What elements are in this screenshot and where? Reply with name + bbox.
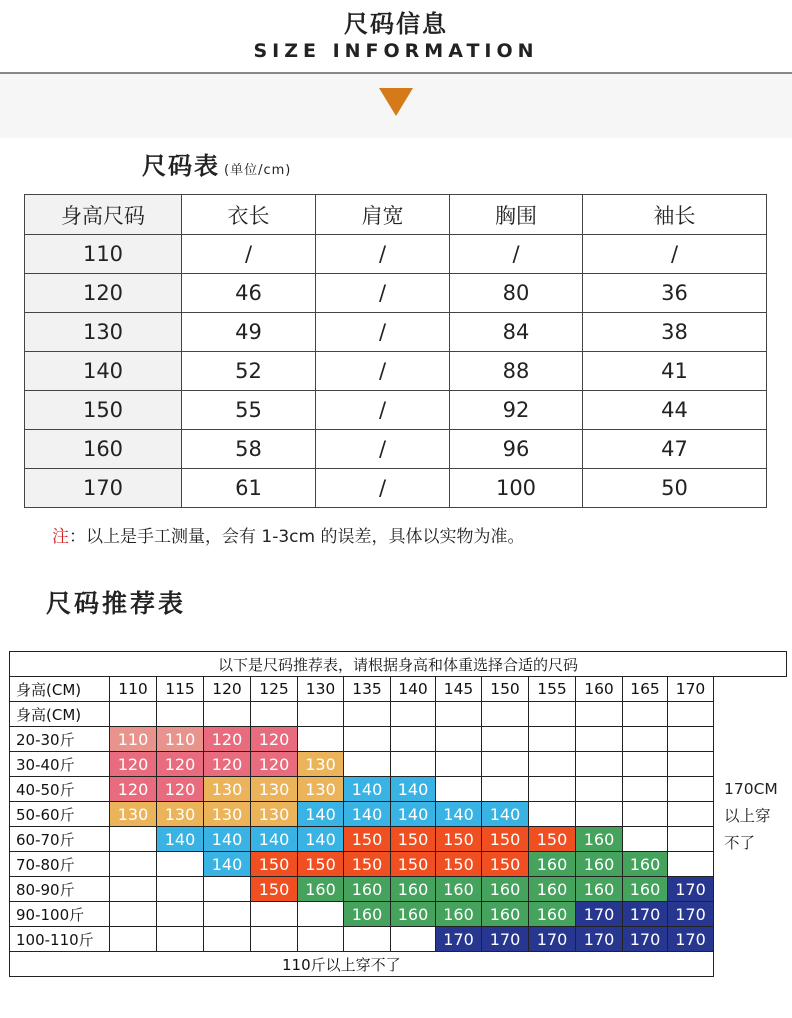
empty-cell bbox=[576, 727, 623, 752]
size-recommendation: 170 bbox=[668, 927, 714, 952]
height-value: 170 bbox=[668, 677, 714, 702]
size-recommendation: 120 bbox=[204, 727, 251, 752]
empty-cell bbox=[298, 702, 344, 727]
size-recommendation: 150 bbox=[344, 827, 391, 852]
weight-row bbox=[10, 902, 787, 927]
size-row-label: 130 bbox=[25, 313, 182, 352]
size-recommendation: 150 bbox=[436, 827, 482, 852]
size-recommendation: 130 bbox=[251, 802, 298, 827]
down-arrow-icon bbox=[379, 88, 413, 116]
empty-cell bbox=[391, 752, 436, 777]
height-value: 165 bbox=[623, 677, 668, 702]
weight-label: 20-30斤 bbox=[10, 727, 110, 752]
empty-cell bbox=[251, 902, 298, 927]
empty-cell bbox=[204, 902, 251, 927]
size-cell: 36 bbox=[583, 274, 767, 313]
size-recommendation: 160 bbox=[482, 877, 529, 902]
size-recommendation: 130 bbox=[204, 802, 251, 827]
size-cell: 47 bbox=[583, 430, 767, 469]
recommend-heading: 尺码推荐表 bbox=[46, 589, 187, 618]
weight-row bbox=[10, 827, 787, 852]
empty-cell bbox=[529, 702, 576, 727]
size-recommendation: 150 bbox=[251, 852, 298, 877]
empty-cell bbox=[251, 927, 298, 952]
size-table-row bbox=[25, 352, 767, 391]
empty-cell bbox=[204, 877, 251, 902]
size-row-label: 150 bbox=[25, 391, 182, 430]
size-cell: 49 bbox=[182, 313, 316, 352]
size-recommendation: 160 bbox=[529, 877, 576, 902]
size-recommendation: 160 bbox=[391, 877, 436, 902]
size-table-header-row bbox=[25, 195, 767, 235]
size-recommendation: 140 bbox=[204, 852, 251, 877]
weight-row bbox=[10, 752, 787, 777]
empty-cell bbox=[157, 877, 204, 902]
height-value: 120 bbox=[204, 677, 251, 702]
empty-cell bbox=[344, 702, 391, 727]
size-recommendation: 160 bbox=[436, 902, 482, 927]
size-row-label: 140 bbox=[25, 352, 182, 391]
size-recommendation: 170 bbox=[576, 902, 623, 927]
size-table-row bbox=[25, 469, 767, 508]
size-cell: / bbox=[316, 274, 450, 313]
height-value: 135 bbox=[344, 677, 391, 702]
empty-cell bbox=[623, 727, 668, 752]
empty-cell bbox=[344, 752, 391, 777]
size-recommendation: 150 bbox=[298, 852, 344, 877]
side-note-line: 170CM bbox=[724, 780, 778, 798]
empty-cell bbox=[576, 802, 623, 827]
empty-cell bbox=[668, 827, 714, 852]
empty-cell bbox=[298, 727, 344, 752]
empty-cell bbox=[668, 852, 714, 877]
size-cell: 61 bbox=[182, 469, 316, 508]
height-value: 155 bbox=[529, 677, 576, 702]
size-recommendation: 140 bbox=[391, 777, 436, 802]
recommend-height-row bbox=[10, 677, 787, 702]
empty-cell bbox=[110, 927, 157, 952]
size-recommendation: 130 bbox=[110, 802, 157, 827]
empty-cell bbox=[157, 927, 204, 952]
height-value: 125 bbox=[251, 677, 298, 702]
weight-row bbox=[10, 927, 787, 952]
height-label: 身高(CM) bbox=[10, 702, 110, 727]
empty-cell bbox=[391, 927, 436, 952]
size-recommendation: 120 bbox=[204, 752, 251, 777]
size-table-heading bbox=[142, 146, 291, 181]
empty-cell bbox=[110, 702, 157, 727]
size-cell: 92 bbox=[450, 391, 583, 430]
side-note bbox=[724, 776, 778, 857]
size-recommendation: 120 bbox=[110, 777, 157, 802]
size-cell: / bbox=[316, 313, 450, 352]
size-cell: / bbox=[316, 391, 450, 430]
size-recommendation: 150 bbox=[482, 827, 529, 852]
size-recommendation: 140 bbox=[204, 827, 251, 852]
weight-label: 80-90斤 bbox=[10, 877, 110, 902]
recommend-caption: 以下是尺码推荐表，请根据身高和体重选择合适的尺码 bbox=[10, 652, 787, 677]
empty-cell bbox=[157, 902, 204, 927]
size-table-unit: (单位/cm) bbox=[224, 163, 292, 178]
empty-cell bbox=[623, 802, 668, 827]
size-cell: / bbox=[182, 235, 316, 274]
size-cell: 46 bbox=[182, 274, 316, 313]
recommend-caption-row bbox=[10, 652, 787, 677]
empty-cell bbox=[529, 727, 576, 752]
size-recommendation: 140 bbox=[344, 802, 391, 827]
size-recommendation: 150 bbox=[251, 877, 298, 902]
size-header-cell: 衣长 bbox=[182, 195, 316, 235]
empty-cell bbox=[436, 727, 482, 752]
size-recommendation: 130 bbox=[298, 752, 344, 777]
size-recommendation: 160 bbox=[344, 877, 391, 902]
empty-cell bbox=[110, 877, 157, 902]
size-cell: 44 bbox=[583, 391, 767, 430]
recommend-footer bbox=[10, 952, 714, 977]
size-recommendation: 150 bbox=[529, 827, 576, 852]
size-recommendation: 160 bbox=[298, 877, 344, 902]
size-recommendation: 130 bbox=[298, 777, 344, 802]
size-cell: 58 bbox=[182, 430, 316, 469]
size-cell: / bbox=[316, 430, 450, 469]
size-table bbox=[24, 194, 767, 508]
empty-cell bbox=[668, 702, 714, 727]
empty-cell bbox=[110, 852, 157, 877]
size-table-row bbox=[25, 274, 767, 313]
empty-cell bbox=[529, 752, 576, 777]
recommend-table bbox=[9, 651, 787, 977]
size-recommendation: 140 bbox=[157, 827, 204, 852]
size-cell: 84 bbox=[450, 313, 583, 352]
empty-cell bbox=[668, 752, 714, 777]
size-table-row bbox=[25, 430, 767, 469]
weight-label: 60-70斤 bbox=[10, 827, 110, 852]
size-recommendation: 170 bbox=[668, 902, 714, 927]
size-cell: 96 bbox=[450, 430, 583, 469]
weight-label: 90-100斤 bbox=[10, 902, 110, 927]
weight-row bbox=[10, 802, 787, 827]
weight-label: 100-110斤 bbox=[10, 927, 110, 952]
size-cell: 100 bbox=[450, 469, 583, 508]
empty-cell bbox=[110, 827, 157, 852]
size-recommendation: 160 bbox=[623, 852, 668, 877]
size-recommendation: 160 bbox=[482, 902, 529, 927]
weight-label: 40-50斤 bbox=[10, 777, 110, 802]
empty-cell bbox=[204, 702, 251, 727]
empty-cell bbox=[204, 927, 251, 952]
empty-cell bbox=[668, 777, 714, 802]
size-row-label: 120 bbox=[25, 274, 182, 313]
height-value: 110 bbox=[110, 677, 157, 702]
size-recommendation: 170 bbox=[529, 927, 576, 952]
size-cell: 55 bbox=[182, 391, 316, 430]
size-header-cell: 肩宽 bbox=[316, 195, 450, 235]
size-recommendation: 160 bbox=[576, 852, 623, 877]
size-recommendation: 150 bbox=[436, 852, 482, 877]
size-recommendation: 140 bbox=[298, 827, 344, 852]
weight-row bbox=[10, 877, 787, 902]
empty-cell bbox=[344, 927, 391, 952]
empty-cell bbox=[391, 702, 436, 727]
recommend-footer-row bbox=[10, 952, 787, 977]
empty-cell bbox=[482, 702, 529, 727]
size-recommendation: 140 bbox=[298, 802, 344, 827]
size-recommendation: 170 bbox=[482, 927, 529, 952]
size-table-title: 尺码表 bbox=[142, 152, 220, 180]
size-recommendation: 130 bbox=[157, 802, 204, 827]
size-recommendation: 140 bbox=[251, 827, 298, 852]
size-recommendation: 160 bbox=[529, 902, 576, 927]
size-row-label: 110 bbox=[25, 235, 182, 274]
empty-cell bbox=[344, 727, 391, 752]
size-recommendation: 130 bbox=[251, 777, 298, 802]
size-recommendation: 150 bbox=[344, 852, 391, 877]
height-value: 130 bbox=[298, 677, 344, 702]
page-subtitle: SIZE INFORMATION bbox=[253, 40, 539, 62]
size-cell: / bbox=[316, 235, 450, 274]
size-recommendation: 140 bbox=[436, 802, 482, 827]
size-recommendation: 130 bbox=[204, 777, 251, 802]
size-recommendation: 120 bbox=[110, 752, 157, 777]
size-row-label: 170 bbox=[25, 469, 182, 508]
side-note-line: 以上穿 bbox=[724, 807, 771, 825]
size-cell: 80 bbox=[450, 274, 583, 313]
empty-cell bbox=[298, 902, 344, 927]
empty-cell bbox=[623, 702, 668, 727]
empty-cell bbox=[482, 727, 529, 752]
size-recommendation: 110 bbox=[110, 727, 157, 752]
size-cell: 52 bbox=[182, 352, 316, 391]
size-recommendation: 170 bbox=[668, 877, 714, 902]
size-recommendation: 150 bbox=[391, 827, 436, 852]
empty-cell bbox=[668, 727, 714, 752]
height-value: 140 bbox=[391, 677, 436, 702]
height-value: 115 bbox=[157, 677, 204, 702]
height-value: 145 bbox=[436, 677, 482, 702]
size-cell: 88 bbox=[450, 352, 583, 391]
empty-cell bbox=[436, 777, 482, 802]
empty-cell bbox=[482, 752, 529, 777]
size-header-cell: 袖长 bbox=[583, 195, 767, 235]
size-recommendation: 160 bbox=[623, 877, 668, 902]
empty-cell bbox=[623, 752, 668, 777]
note-mark: 注 bbox=[52, 527, 69, 547]
size-recommendation: 160 bbox=[436, 877, 482, 902]
empty-cell bbox=[110, 902, 157, 927]
size-cell: 50 bbox=[583, 469, 767, 508]
size-recommendation: 140 bbox=[391, 802, 436, 827]
size-recommendation: 110 bbox=[157, 727, 204, 752]
weight-label: 50-60斤 bbox=[10, 802, 110, 827]
weight-row bbox=[10, 777, 787, 802]
size-table-row bbox=[25, 313, 767, 352]
size-recommendation: 120 bbox=[157, 752, 204, 777]
size-cell: 38 bbox=[583, 313, 767, 352]
size-recommendation: 160 bbox=[529, 852, 576, 877]
size-table-row bbox=[25, 235, 767, 274]
recommend-footer-text: 110斤以上穿不了 bbox=[282, 955, 401, 974]
size-recommendation: 170 bbox=[623, 927, 668, 952]
size-recommendation: 170 bbox=[436, 927, 482, 952]
size-cell: 41 bbox=[583, 352, 767, 391]
empty-cell bbox=[157, 852, 204, 877]
empty-cell bbox=[576, 752, 623, 777]
size-recommendation: 140 bbox=[344, 777, 391, 802]
weight-label: 70-80斤 bbox=[10, 852, 110, 877]
size-recommendation: 120 bbox=[157, 777, 204, 802]
page-title: 尺码信息 bbox=[344, 10, 448, 38]
note-text: ：以上是手工测量，会有 1-3cm 的误差，具体以实物为准。 bbox=[69, 527, 525, 547]
empty-cell bbox=[436, 752, 482, 777]
size-recommendation: 150 bbox=[391, 852, 436, 877]
empty-cell bbox=[482, 777, 529, 802]
size-table-row bbox=[25, 391, 767, 430]
size-header-cell: 身高尺码 bbox=[25, 195, 182, 235]
size-recommendation: 160 bbox=[576, 877, 623, 902]
size-header-cell: 胸围 bbox=[450, 195, 583, 235]
size-cell: / bbox=[316, 469, 450, 508]
weight-row bbox=[10, 727, 787, 752]
size-recommendation: 170 bbox=[576, 927, 623, 952]
height-label: 身高(CM) bbox=[10, 677, 110, 702]
height-value: 160 bbox=[576, 677, 623, 702]
empty-cell bbox=[157, 702, 204, 727]
empty-cell bbox=[251, 702, 298, 727]
size-recommendation: 120 bbox=[251, 752, 298, 777]
size-recommendation: 120 bbox=[251, 727, 298, 752]
weight-row bbox=[10, 852, 787, 877]
measurement-note bbox=[52, 522, 524, 547]
recommend-blank-row bbox=[10, 702, 787, 727]
size-recommendation: 140 bbox=[482, 802, 529, 827]
size-row-label: 160 bbox=[25, 430, 182, 469]
empty-cell bbox=[298, 927, 344, 952]
empty-cell bbox=[668, 802, 714, 827]
empty-cell bbox=[529, 777, 576, 802]
size-recommendation: 150 bbox=[482, 852, 529, 877]
weight-label: 30-40斤 bbox=[10, 752, 110, 777]
empty-cell bbox=[529, 802, 576, 827]
empty-cell bbox=[391, 727, 436, 752]
empty-cell bbox=[436, 702, 482, 727]
size-cell: / bbox=[450, 235, 583, 274]
size-cell: / bbox=[316, 352, 450, 391]
empty-cell bbox=[576, 777, 623, 802]
size-recommendation: 160 bbox=[391, 902, 436, 927]
size-cell: / bbox=[583, 235, 767, 274]
size-recommendation: 160 bbox=[576, 827, 623, 852]
empty-cell bbox=[623, 827, 668, 852]
empty-cell bbox=[623, 777, 668, 802]
size-recommendation: 170 bbox=[623, 902, 668, 927]
empty-cell bbox=[576, 702, 623, 727]
size-recommendation: 160 bbox=[344, 902, 391, 927]
side-note-line: 不了 bbox=[724, 834, 756, 852]
height-value: 150 bbox=[482, 677, 529, 702]
